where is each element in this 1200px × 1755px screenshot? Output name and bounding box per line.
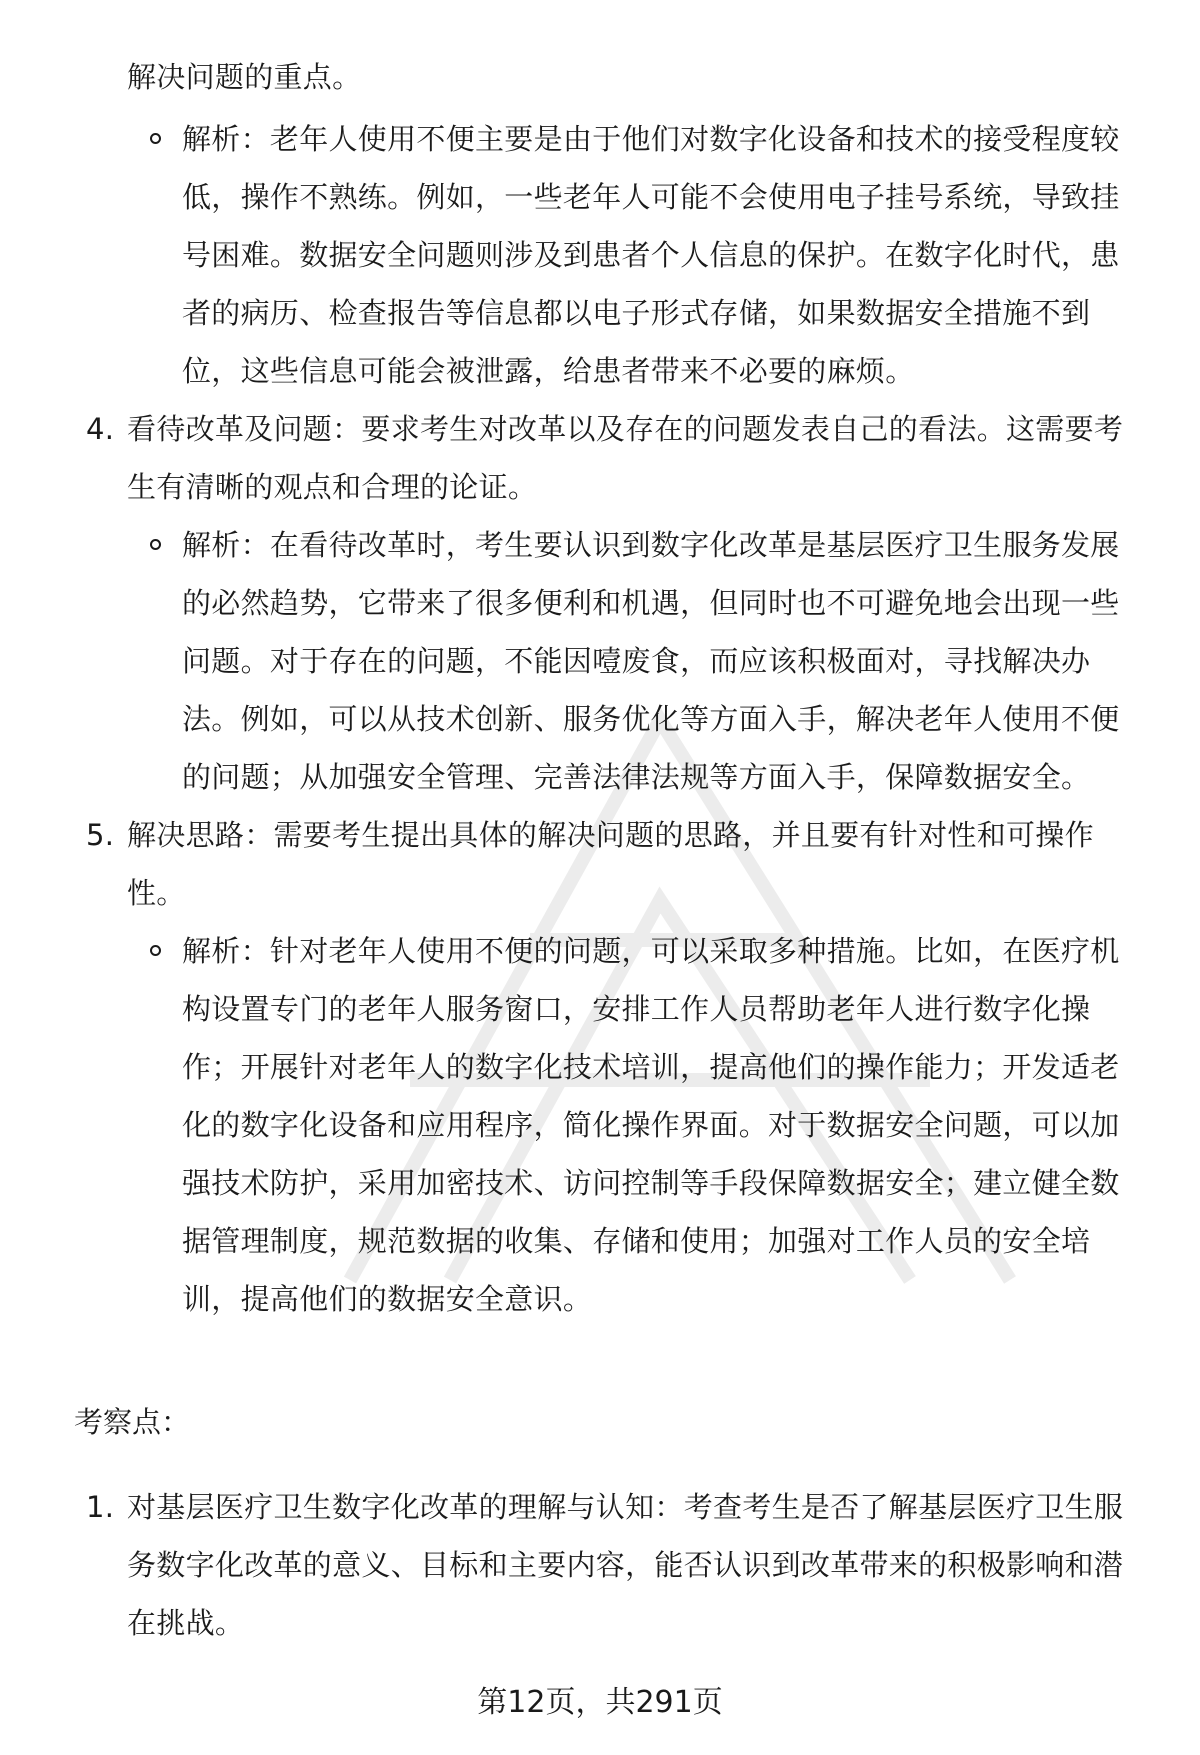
analysis-text: 解析：在看待改革时，考生要认识到数字化改革是基层医疗卫生服务发展的必然趋势，它带来了很多便利和机遇，但同时也不可避免地会出现一些问题。对于存在的问题，不能因噎废食，而应该积极面对，寻找解决办法。例如，可以从技术创新、服务优化等方面入手，解决老年人使用不便的问题；从加强安全管理、完善法律法规等方面入手，保障数据安全。 (182, 528, 1120, 794)
section-heading: 考察点： (74, 1405, 191, 1439)
list-item-5 (0, 806, 1137, 922)
analysis-list (0, 110, 1200, 1328)
list-number: 4. (86, 412, 115, 446)
analysis-text: 解析：针对老年人使用不便的问题，可以采取多种措施。比如，在医疗机构设置专门的老年人服务窗口，安排工作人员帮助老年人进行数字化操作；开展针对老年人的数字化技术培训，提高他们的操作能力；开发适老化的数字化设备和应用程序，简化操作界面。对于数据安全问题，可以加强技术防护，采用加密技术、访问控制等手段保障数据安全；建立健全数据管理制度，规范数据的收集、存储和使用；加强对工作人员的安全培训，提高他们的数据安全意识。 (182, 934, 1120, 1316)
circle-bullet-icon (150, 539, 161, 550)
list-item-text: 解决思路：需要考生提出具体的解决问题的思路，并且要有针对性和可操作性。 (127, 818, 1094, 910)
list-item-analysis (0, 922, 1137, 1328)
list-number: 1. (86, 1490, 115, 1524)
circle-bullet-icon (150, 133, 161, 144)
list-item-analysis (0, 110, 1137, 400)
list-item-text: 对基层医疗卫生数字化改革的理解与认知：考查考生是否了解基层医疗卫生服务数字化改革的意义、目标和主要内容，能否认识到改革带来的积极影响和潜在挑战。 (127, 1490, 1124, 1640)
analysis-text: 解析：老年人使用不便主要是由于他们对数字化设备和技术的接受程度较低，操作不熟练。例如，一些老年人可能不会使用电子挂号系统，导致挂号困难。数据安全问题则涉及到患者个人信息的保护。在数字化时代，患者的病历、检查报告等信息都以电子形式存储，如果数据安全措施不到位，这些信息可能会被泄露，给患者带来不必要的麻烦。 (182, 122, 1120, 388)
list-item-4 (0, 400, 1137, 516)
list-number: 5. (86, 818, 115, 852)
list-item-text: 看待改革及问题：要求考生对改革以及存在的问题发表自己的看法。这需要考生有清晰的观点和合理的论证。 (127, 412, 1124, 504)
intro-fragment: 解决问题的重点。 (127, 60, 362, 94)
circle-bullet-icon (150, 945, 161, 956)
list-item-analysis (0, 516, 1137, 806)
exam-points-list (0, 1478, 1200, 1652)
list-item-1 (0, 1478, 1137, 1652)
page-number-footer: 第12页，共291页 (477, 1685, 723, 1720)
